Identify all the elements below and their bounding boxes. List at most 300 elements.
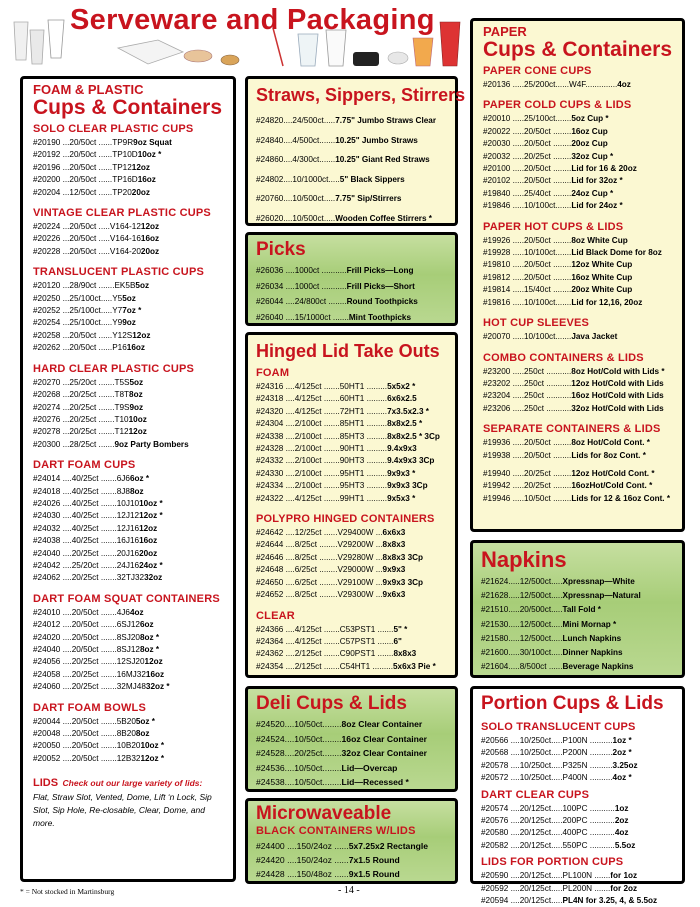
micro-rows [256, 839, 455, 881]
product-code: #20278 ...20/25ct .......T12 [33, 427, 129, 437]
product-code: #20252 ...25/100ct.....Y7 [33, 306, 123, 316]
product-desc: 8oz Hot/Cold Cont. * [571, 438, 650, 448]
product-desc: 16oz White Cup [571, 272, 633, 282]
product-desc: 7oz * [122, 306, 142, 316]
product-row [33, 656, 233, 668]
product-code: #24328 ....2/100ct .......90HT1 ......... [256, 444, 388, 454]
product-desc: 10oz * [139, 498, 163, 508]
product-desc: 8oz Clear Container [341, 719, 423, 729]
product-row [256, 761, 455, 776]
product-row [256, 839, 455, 853]
product-row [33, 221, 233, 233]
product-desc: 9x6x3 [382, 590, 406, 600]
product-row [481, 760, 682, 772]
product-row [483, 378, 682, 390]
product-code: #21510.....20/500ct..... [481, 605, 563, 615]
foam-plastic-box [20, 76, 236, 882]
product-row [33, 389, 233, 401]
product-desc: 8oz [129, 486, 144, 496]
product-row [256, 775, 455, 790]
product-code: #23200 .....250ct ........... [483, 366, 572, 376]
product-section [481, 721, 682, 785]
product-row [483, 272, 682, 284]
hinged-title: Hinged Lid Take Outs [256, 341, 440, 361]
product-desc: Lid for 16 & 20oz [571, 164, 637, 174]
product-row [33, 669, 233, 681]
product-code: #19942 .....20/25ct ........ [483, 481, 572, 491]
product-row [256, 624, 455, 636]
product-code: #20120 ...28/90ct .......EK5B [33, 281, 136, 291]
product-desc: 16oz [137, 175, 156, 185]
product-row [33, 402, 233, 414]
product-row [256, 443, 455, 455]
product-code: #24040 ....20/50ct .......8SJ12 [33, 645, 140, 654]
product-row [33, 149, 233, 161]
product-row [256, 732, 455, 747]
product-code: #19810 .....20/50ct ........ [483, 260, 572, 270]
product-desc: 10oz [128, 414, 147, 424]
product-row [483, 188, 682, 200]
product-code: #24038 ....40/25ct .......16J16 [33, 536, 140, 546]
product-code: #24012 ....20/50ct .......6SJ12 [33, 620, 140, 630]
micro-subtitle: BLACK CONTAINERS W/LIDS [256, 825, 416, 837]
product-desc: 5oz [122, 293, 136, 303]
product-code: #20590 ....20/125ct.....PL100N ....... [481, 871, 611, 881]
cup-icon [48, 20, 64, 58]
product-desc: Lid—Overcap [341, 762, 398, 773]
product-desc: 12oz White Cup [571, 260, 633, 270]
product-section [483, 221, 682, 309]
product-desc: Beverage Napkins [562, 662, 634, 672]
product-row [256, 310, 455, 326]
product-row [483, 151, 682, 163]
product-row [481, 815, 682, 827]
product-row [483, 437, 682, 449]
product-section [256, 513, 455, 601]
product-row [33, 414, 233, 426]
product-desc: Lid—Recessed * [341, 777, 409, 787]
product-row [33, 187, 233, 199]
product-code: #24014 ....40/25ct .......6J6 [33, 474, 130, 484]
product-row [481, 660, 682, 674]
lids-label: LIDS [33, 777, 59, 790]
section-heading: SEPARATE CONTAINERS & LIDS [483, 423, 661, 436]
product-row [33, 548, 233, 560]
product-code: #20048 ....20/50ct .......8B20 [33, 729, 136, 739]
product-row [481, 870, 682, 882]
product-row [256, 279, 455, 295]
product-desc: 1oz [614, 803, 629, 813]
product-row [256, 527, 455, 539]
product-row [33, 740, 233, 752]
product-desc: 5oz [135, 281, 150, 291]
product-code: #24652 ....8/25ct ........V29300W ... [256, 590, 383, 600]
product-code: #20192 ...20/50ct ......TP10D [33, 150, 138, 160]
product-row [483, 113, 682, 125]
picks-box [245, 232, 458, 326]
product-row [483, 390, 682, 402]
product-desc: 7x3.5x2.3 * [387, 406, 429, 416]
section-heading: COMBO CONTAINERS & LIDS [483, 351, 644, 364]
product-row [33, 681, 233, 693]
product-code: #24524....10/50ct........ [256, 733, 342, 744]
product-desc: Round Toothpicks [346, 297, 418, 306]
paper-title-small: PAPER [483, 24, 527, 39]
product-desc: 8oz [129, 390, 143, 400]
product-code: #20270 ...25/20ct .......T5S [33, 377, 130, 387]
product-desc: 20oz [131, 187, 150, 197]
product-code: #19940 .....20/25ct ........ [483, 468, 572, 478]
product-code: #24840....4/500ct....... [256, 135, 336, 145]
product-code: #24334 ....2/100ct .......95HT3 ......... [256, 481, 388, 491]
product-desc: 5x6x3 Pie * [393, 661, 436, 671]
product-row [481, 589, 682, 603]
product-desc: 8x8x2.5 * 3Cp [387, 431, 440, 441]
section-heading: PAPER CONE CUPS [483, 65, 592, 77]
product-row [256, 150, 455, 170]
product-desc: 5x5x2 * [387, 382, 416, 391]
product-row [33, 246, 233, 258]
product-code: #24060 ....20/25ct .......32MJ48 [33, 682, 146, 692]
product-desc: Mint Toothpicks [348, 312, 412, 322]
product-code: #20044 ....20/50ct .......5B20 [33, 716, 136, 726]
product-row [256, 263, 455, 279]
product-row [33, 293, 233, 305]
product-desc: 9.4x9x3 3Cp [387, 456, 435, 466]
product-section [33, 593, 233, 694]
product-row [256, 648, 455, 660]
product-row [481, 603, 682, 617]
deli-rows [256, 717, 455, 790]
product-desc: 2oz * [612, 748, 632, 758]
product-code: #20032 .....20/25ct ........ [483, 151, 572, 161]
product-desc: 5.5oz [614, 840, 636, 850]
product-code: #24042 ....25/20ct .......24J16 [33, 560, 140, 570]
product-code: #21628.....12/500ct..... [481, 591, 563, 601]
product-desc: 7.75" Sip/Stirrers [335, 194, 402, 203]
product-row [33, 523, 233, 535]
product-desc: 10oz * [140, 741, 165, 751]
product-row [33, 280, 233, 292]
product-code: #24644 ....8/25ct ........V29200W ... [256, 540, 383, 550]
product-row [33, 716, 233, 728]
product-code: #20052 ....20/50ct .......12B32 [33, 753, 141, 763]
section-heading: PAPER COLD CUPS & LIDS [483, 99, 632, 112]
product-code: #20254 ...25/100ct.....Y9 [33, 318, 123, 328]
section-heading: PAPER HOT CUPS & LIDS [483, 220, 624, 233]
product-desc: 7.75" Jumbo Straws Clear [335, 116, 437, 125]
page-number: - 14 - [338, 885, 360, 896]
product-row [483, 468, 682, 480]
product-desc: 9oz Squat [133, 138, 172, 147]
product-code: #21580.....12/500ct..... [481, 633, 563, 643]
product-code: #20200 ...20/50ct ......TP16D [33, 175, 138, 185]
product-code: #24018 ....40/25ct .......8J8 [33, 486, 130, 496]
product-desc: 4oz * [612, 773, 632, 783]
napkins-rows [481, 575, 682, 674]
product-row [483, 200, 682, 212]
product-row [256, 170, 455, 190]
product-row [256, 661, 455, 673]
product-code: #24642 ....12/25ct ......V29400W ... [256, 528, 383, 538]
product-code: #20228 ...20/50ct .....V164-20 [33, 246, 141, 256]
fruit-cup-icon [413, 38, 433, 66]
product-row [33, 486, 233, 498]
product-code: #20276 ...20/25ct .......T10 [33, 414, 129, 424]
lids-note [33, 773, 233, 830]
product-code: #24366 ....4/125ct .......C53PST1 ....... [256, 624, 394, 634]
cup-icon [14, 22, 28, 60]
product-row [33, 137, 233, 149]
product-desc: 10oz * [137, 150, 162, 160]
product-code: #21600.....30/100ct..... [481, 648, 563, 658]
product-desc: 5oz [129, 377, 144, 387]
product-desc: 9oz Party Bombers [114, 439, 189, 449]
product-row [481, 632, 682, 646]
product-desc: Lids for 12 & 16oz Cont. * [571, 493, 671, 503]
product-desc: 4oz [129, 607, 144, 617]
product-code: #26034 ....1000ct ........... [256, 281, 347, 291]
product-code: #20592 ....20/125ct.....PL200N ....... [481, 883, 611, 893]
product-row [33, 619, 233, 631]
product-code: #20576 ....20/125ct.....200PC ........... [481, 816, 615, 826]
product-row [256, 493, 455, 505]
product-desc: 5x7.25x2 Rectangle [348, 841, 429, 851]
product-row [256, 111, 455, 131]
product-desc: 6x6x2.5 [387, 394, 417, 404]
product-desc: 8oz [135, 729, 150, 739]
product-row [33, 535, 233, 547]
product-row [483, 163, 682, 175]
napkins-title: Napkins [481, 547, 567, 572]
product-desc: 3.25oz [612, 760, 638, 770]
product-desc: 24oz * [139, 560, 163, 570]
product-row [256, 406, 455, 418]
product-row [256, 853, 455, 867]
product-code: #20566 ....10/250ct.....P100N .......... [481, 736, 613, 745]
product-row [33, 473, 233, 485]
product-code: #19840 .....25/40ct ........ [483, 188, 572, 198]
sauce-cup-icon [388, 52, 408, 64]
product-row [256, 418, 455, 430]
product-desc: 32oz * [145, 682, 170, 692]
product-desc: 20oz [140, 246, 160, 256]
product-code: #20102 .....20/50ct ........ [483, 176, 572, 186]
product-code: #24020 ....20/50ct .......8SJ20 [33, 632, 140, 642]
product-desc: Lid for 12,16, 20oz [571, 297, 643, 307]
section-heading: HARD CLEAR PLASTIC CUPS [33, 362, 195, 375]
cup-icon [30, 30, 44, 64]
product-code: #19816 .....10/100ct....... [483, 297, 572, 307]
product-row [33, 162, 233, 174]
product-desc: 24oz Cup * [571, 188, 614, 198]
product-code: #24032 ....40/25ct .......12J16 [33, 523, 140, 533]
product-desc: 8oz Hot/Cold with Lids * [571, 366, 665, 376]
lids-list: Flat, Straw Slot, Vented, Dome, Lift ‘n Lock, Sip Slot, Sip Hole, Re-closable, Clear, Dome, and more. [33, 792, 212, 829]
product-code: #20136 .....25/200ct......W4F.............. [483, 80, 618, 89]
product-code: #20010 .....25/100ct....... [483, 114, 572, 124]
product-desc: 8oz * [139, 632, 160, 642]
product-desc: 7x1.5 Round [348, 855, 400, 865]
section-heading: VINTAGE CLEAR PLASTIC CUPS [33, 207, 211, 220]
straws-title: Straws, Sippers, Stirrers [256, 85, 466, 105]
product-desc: 9x5x3 * [387, 493, 416, 503]
product-code: #24364 ....4/125ct .......C57PST1 ....... [256, 636, 394, 646]
product-row [483, 284, 682, 296]
product-desc: 6oz * [129, 474, 150, 484]
product-row [33, 753, 233, 765]
product-code: #20204 ...12/50ct ......TP20 [33, 187, 132, 197]
portion-box [470, 686, 685, 906]
product-section [483, 462, 682, 505]
product-code: #24320 ....4/125ct .......72HT1 ......... [256, 406, 388, 416]
product-desc: Frill Picks—Short [346, 281, 415, 291]
product-desc: 12oz [128, 427, 147, 437]
product-code: #24056 ....20/25ct .......12SJ20 [33, 657, 145, 667]
product-desc: 12oz Hot/Cold with Lids [571, 378, 664, 388]
product-desc: 16oz [139, 536, 158, 546]
product-code: #20594 ....20/125ct..... [481, 896, 563, 906]
product-code: #20258 ...20/50ct ......Y12S [33, 330, 133, 340]
product-code: #21624.....12/500ct..... [481, 577, 563, 586]
product-code: #26036 ....1000ct ........... [256, 266, 347, 275]
product-row [483, 126, 682, 138]
foam-plastic-title-small: FOAM & PLASTIC [33, 82, 144, 97]
product-code: #20050 ....20/50ct .......10B20 [33, 741, 141, 751]
product-row [481, 646, 682, 660]
food-bowl-icon [184, 50, 212, 62]
product-row [483, 175, 682, 187]
product-row [256, 717, 455, 732]
product-desc: 16oz Cup [571, 126, 608, 136]
product-code: #21604.....8/500ct ...... [481, 662, 563, 672]
product-desc: Lids for 8oz Cont. * [571, 450, 646, 460]
product-desc: Xpressnap—Natural [562, 591, 641, 601]
hinged-sections [256, 367, 455, 673]
product-row [33, 330, 233, 342]
product-row [256, 431, 455, 443]
foam-plastic-sections [33, 123, 233, 765]
section-heading: CLEAR [256, 609, 295, 622]
product-code: #24820....24/500ct..... [256, 116, 336, 125]
product-desc: 9oz [129, 402, 144, 412]
product-desc: 4oz [617, 80, 631, 89]
product-section [33, 207, 233, 258]
section-heading: SOLO TRANSLUCENT CUPS [481, 721, 636, 733]
product-row [33, 728, 233, 740]
product-code: #24648 ....6/25ct ........V29000W ... [256, 565, 383, 575]
product-code: #24400 ....150/24oz ...... [256, 841, 349, 851]
product-section [33, 123, 233, 199]
drink-cup-icon [440, 22, 460, 66]
product-section [483, 423, 682, 462]
product-code: #20190 ...20/50ct ......TP9R [33, 138, 134, 147]
product-row [483, 450, 682, 462]
product-row [33, 572, 233, 584]
product-section [481, 856, 682, 907]
product-code: #20274 ...20/25ct .......T9S [33, 402, 130, 412]
product-desc: 1oz * [612, 736, 632, 745]
product-code: #19846 .....10/100ct....... [483, 201, 572, 211]
product-row [483, 403, 682, 415]
product-row [33, 510, 233, 522]
product-code: #19812 .....20/50ct ........ [483, 272, 572, 282]
product-desc: 20oz [139, 548, 158, 558]
product-desc: 5" Black Sippers [339, 174, 405, 184]
product-desc: 16oz [140, 234, 160, 244]
product-desc: 8oz * [139, 645, 160, 654]
product-code: #20070 .....10/100ct....... [483, 332, 572, 342]
product-row [481, 803, 682, 815]
product-row [483, 493, 682, 505]
product-row [256, 867, 455, 881]
product-code: #24860....4/300ct....... [256, 155, 336, 164]
deli-title: Deli Cups & Lids [256, 693, 407, 714]
product-row [481, 840, 682, 852]
product-row [33, 317, 233, 329]
product-code: #24026 ....40/25ct .......10J10 [33, 498, 140, 508]
product-code: #23202 .....250ct ........... [483, 378, 572, 388]
product-desc: 12oz * [139, 511, 163, 521]
product-code: #24520....10/50ct........ [256, 719, 342, 729]
product-desc: for 2oz [610, 883, 638, 893]
product-code: #20030 .....20/50ct ........ [483, 139, 572, 149]
product-row [33, 377, 233, 389]
product-row [256, 393, 455, 405]
product-section [33, 363, 233, 451]
product-row [33, 607, 233, 619]
straws-rows [256, 111, 455, 228]
product-desc: 9x1.5 Round [348, 869, 400, 879]
product-desc: 9x9x3 3Cp [382, 577, 424, 587]
product-code: #24528....20/25ct........ [256, 748, 342, 758]
product-desc: 12oz [131, 162, 150, 172]
product-desc: Wooden Coffee Stirrers * [335, 213, 432, 223]
product-code: #20250 ...25/100ct.....Y5 [33, 293, 123, 303]
clear-cup-icon [298, 34, 318, 66]
picks-rows [256, 263, 455, 325]
product-desc: 12oz [139, 523, 158, 533]
product-row [33, 426, 233, 438]
product-desc: 10.25" Giant Red Straws [335, 155, 430, 164]
product-row [481, 747, 682, 759]
section-heading: POLYPRO HINGED CONTAINERS [256, 513, 435, 526]
product-code: #26040 ....15/1000ct ....... [256, 312, 349, 322]
product-row [256, 381, 455, 393]
product-code: #24536....10/50ct........ [256, 762, 342, 773]
product-row [256, 564, 455, 576]
product-code: #24030 ....40/25ct .......12J12 [33, 511, 140, 521]
picks-title: Picks [256, 239, 306, 260]
product-desc: 10.25" Jumbo Straws [335, 135, 418, 145]
product-row [256, 294, 455, 310]
product-desc: 4oz [614, 828, 629, 838]
product-code: #23204 .....250ct ........... [483, 391, 572, 401]
product-code: #20268 ...20/25ct .......T8T [33, 390, 130, 400]
product-desc: Lid for 32oz * [571, 176, 623, 186]
product-desc: 16oz Clear Container [341, 733, 428, 744]
product-row [483, 79, 682, 91]
product-row [256, 189, 455, 209]
product-row [33, 560, 233, 572]
product-row [256, 577, 455, 589]
product-section [483, 317, 682, 343]
product-code: #24322 ....4/125ct .......99HT1 ......... [256, 493, 388, 503]
product-code: #20196 ...20/50ct ......TP12 [33, 162, 132, 172]
product-desc: 20oz Cup [571, 139, 608, 149]
product-desc: 9.4x9x3 [387, 444, 417, 454]
product-code: #24318 ....4/125ct .......60HT1 ......... [256, 394, 388, 404]
